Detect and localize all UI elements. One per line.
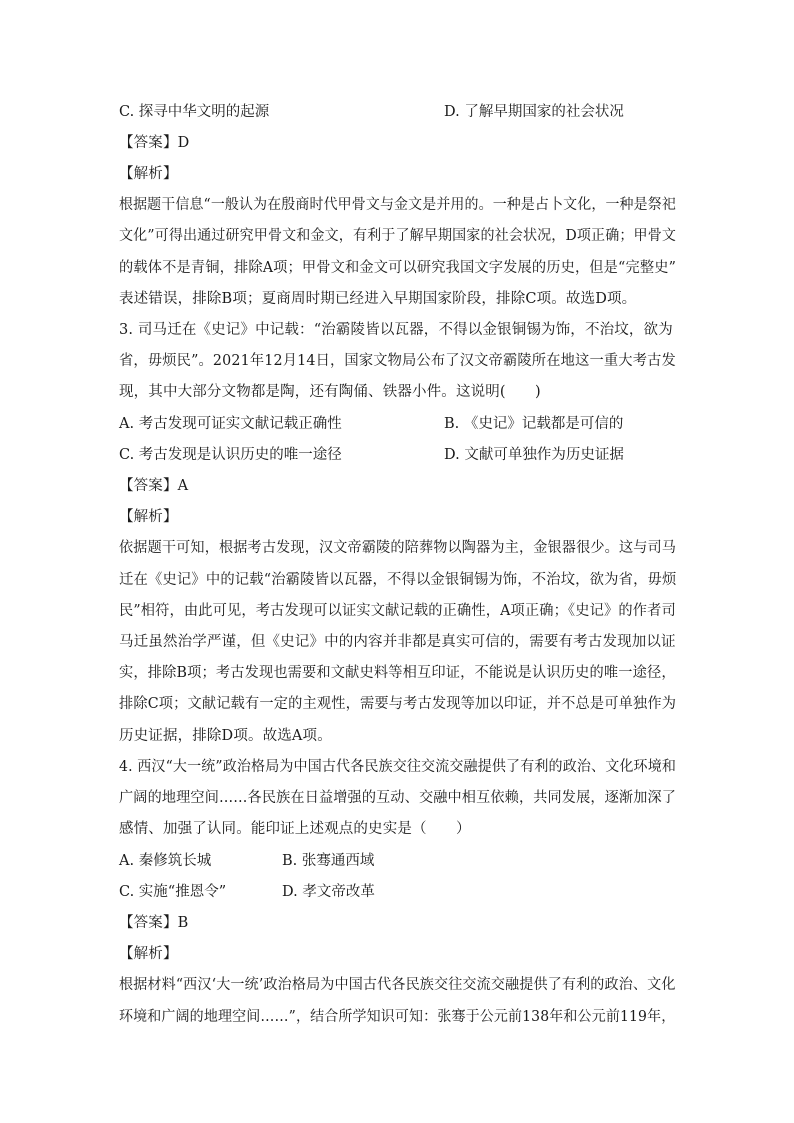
q4-stem-line: 广阔的地理空间……各民族在日益增强的互动、交融中相互依赖，共同发展，逐渐加深了 xyxy=(119,790,677,806)
q3-stem-line: 3. 司马迁在《史记》中记载：“治霸陵皆以瓦器，不得以金银铜锡为饰，不治坟，欲为 xyxy=(119,322,673,338)
q2-option-d: D. 了解早期国家的社会状况 xyxy=(444,104,624,120)
q4-option-d: D. 孝文帝改革 xyxy=(282,884,375,900)
q4-option-c: C. 实施“推恩令” xyxy=(119,884,227,900)
q4-analysis-line: 根据材料“西汉‘大一统’政治格局为中国古代各民族交往交流交融提供了有利的政治、文化 xyxy=(119,977,676,993)
q3-answer: 【答案】A xyxy=(119,478,189,494)
q3-option-a: A. 考古发现可证实文献记载正确性 xyxy=(119,416,342,432)
q2-analysis-label: 【解析】 xyxy=(119,166,178,182)
q2-analysis-line: 根据题干信息“一般认为在殷商时代甲骨文与金文是并用的。一种是占卜文化，一种是祭祀 xyxy=(119,197,676,213)
q3-option-d: D. 文献可单独作为历史证据 xyxy=(444,447,624,463)
q3-analysis-label: 【解析】 xyxy=(119,509,178,525)
q2-analysis-line: 的载体不是青铜，排除A项；甲骨文和金文可以研究我国文字发展的历史，但是“完整史” xyxy=(119,260,677,276)
q4-analysis-label: 【解析】 xyxy=(119,946,178,962)
q3-analysis-line: 排除C项；文献记载有一定的主观性，需要与考古发现等加以印证，并不总是可单独作为 xyxy=(119,696,677,712)
q3-option-b: B. 《史记》记载都是可信的 xyxy=(444,416,624,432)
q3-analysis-line: 马迁虽然治学严谨，但《史记》中的内容并非都是真实可信的，需要有考古发现加以证 xyxy=(119,634,676,650)
q3-analysis-line: 民”相符，由此可见，考古发现可以证实文献记载的正确性，A项正确；《史记》的作者司 xyxy=(119,603,676,619)
q3-option-c: C. 考古发现是认识历史的唯一途径 xyxy=(119,447,342,463)
q2-option-c: C. 探寻中华文明的起源 xyxy=(119,104,270,120)
q4-stem-line: 感情、加强了认同。能印证上述观点的史实是（ ） xyxy=(119,821,471,837)
q2-analysis-line: 表述错误，排除B项；夏商周时期已经进入早期国家阶段，排除C项。故选D项。 xyxy=(119,291,637,307)
q3-analysis-line: 实，排除B项；考古发现也需要和文献史料等相互印证，不能说是认识历史的唯一途径， xyxy=(119,665,676,681)
q3-stem-line: 省，毋烦民”。2021年12月14日，国家文物局公布了汉文帝霸陵所在地这一重大考古发 xyxy=(119,353,676,369)
q3-analysis-line: 迁在《史记》中的记载“治霸陵皆以瓦器，不得以金银铜锡为饰，不治坟，欲为省，毋烦 xyxy=(119,572,677,588)
q4-analysis-line: 环境和广阔的地理空间……”，结合所学知识可知：张骞于公元前138年和公元前119年， xyxy=(119,1009,676,1025)
q4-option-b: B. 张骞通西域 xyxy=(282,853,375,869)
q3-analysis-line: 历史证据，排除D项。故选A项。 xyxy=(119,728,332,744)
q2-answer: 【答案】D xyxy=(119,135,190,151)
q4-stem-line: 4. 西汉“大一统”政治格局为中国古代各民族交往交流交融提供了有利的政治、文化环境和 xyxy=(119,759,677,775)
q4-option-a: A. 秦修筑长城 xyxy=(119,853,212,869)
q3-stem-line: 现，其中大部分文物都是陶，还有陶俑、铁器小件。这说明( ) xyxy=(119,384,541,400)
q4-answer: 【答案】B xyxy=(119,915,189,931)
q3-analysis-line: 依据题干可知，根据考古发现，汉文帝霸陵的陪葬物以陶器为主，金银器很少。这与司马 xyxy=(119,540,677,556)
q2-analysis-line: 文化”可得出通过研究甲骨文和金文，有利于了解早期国家的社会状况，D项正确；甲骨文 xyxy=(119,228,677,244)
